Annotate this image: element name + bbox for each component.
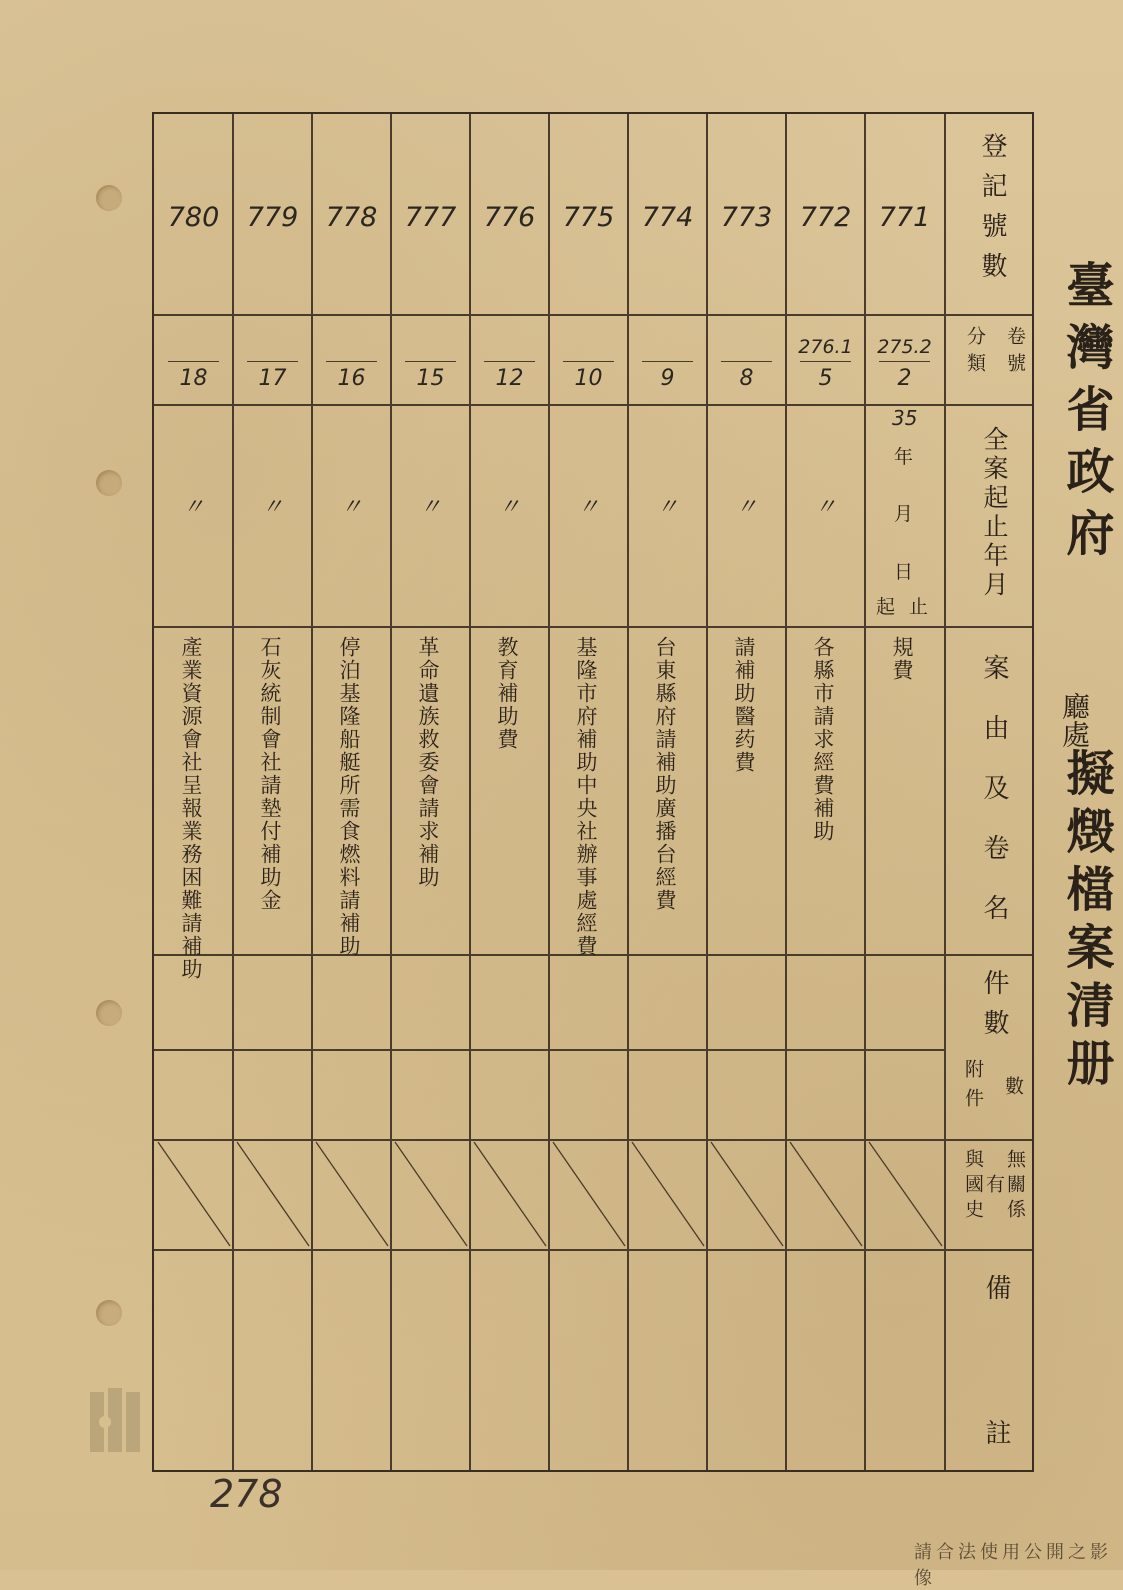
- reg-number: 776: [483, 202, 536, 233]
- reg-number: 771: [878, 202, 931, 233]
- page-number: 278: [210, 1472, 283, 1516]
- header-attach: 附件: [962, 1059, 984, 1117]
- header-case: 案由及卷名: [979, 654, 1009, 954]
- volume-number: 18: [179, 366, 208, 391]
- period-ditto: 〃: [182, 495, 205, 520]
- header-attach-top: 數: [1002, 1076, 1024, 1095]
- subtitle-department: 廳處: [1058, 692, 1091, 748]
- volume-number: 2: [897, 366, 912, 391]
- period-ditto: 〃: [735, 495, 758, 520]
- volume-number: 12: [495, 366, 524, 391]
- punch-hole: [96, 1000, 122, 1026]
- class-divider: [879, 361, 930, 362]
- class-divider: [247, 361, 298, 362]
- reg-number: 772: [799, 202, 852, 233]
- volume-number: 8: [739, 366, 754, 391]
- column-rule: [864, 114, 866, 1470]
- reg-number: 777: [404, 202, 457, 233]
- volume-number: 15: [416, 366, 445, 391]
- punch-hole: [96, 185, 122, 211]
- header-history-b: 有: [983, 1174, 1005, 1193]
- period-ditto: 〃: [814, 495, 837, 520]
- column-rule: [469, 114, 471, 1470]
- reg-number: 774: [641, 202, 694, 233]
- row-rule: [154, 626, 1032, 628]
- column-rule: [944, 114, 946, 1470]
- class-divider: [405, 361, 456, 362]
- punch-hole: [96, 470, 122, 496]
- reg-number: 779: [246, 202, 299, 233]
- period-year: 年: [894, 446, 914, 468]
- period-ditto: 〃: [577, 495, 600, 520]
- punch-hole: [96, 1300, 122, 1326]
- header-history-a: 無關係: [1004, 1149, 1026, 1224]
- header-period: 全案起止年月: [980, 426, 1009, 600]
- reg-number: 773: [720, 202, 773, 233]
- period-ditto: 〃: [419, 495, 442, 520]
- case-title: 規費: [890, 636, 914, 682]
- case-title: 教育補助費: [495, 636, 519, 751]
- reg-number: 778: [325, 202, 378, 233]
- usage-notice-stamp: 請合法使用公開之影像: [914, 1542, 1112, 1589]
- class-divider: [642, 361, 693, 362]
- document-title: 臺灣省政府: [1058, 260, 1114, 570]
- column-rule: [390, 114, 392, 1470]
- case-title: 革命遺族救委會請求補助: [416, 636, 440, 889]
- header-vol-no: 卷號: [1004, 326, 1026, 380]
- period-ditto: 〃: [656, 495, 679, 520]
- reg-number: 775: [562, 202, 615, 233]
- period-ditto: 〃: [261, 495, 284, 520]
- class-divider: [800, 361, 851, 362]
- period-month: 月: [894, 503, 914, 525]
- reg-number: 780: [167, 202, 220, 233]
- volume-number: 17: [258, 366, 287, 391]
- header-history-c: 與國史: [962, 1149, 984, 1224]
- class-divider: [484, 361, 535, 362]
- class-divider: [168, 361, 219, 362]
- period-start: 起: [876, 596, 896, 618]
- period-ditto: 〃: [498, 495, 521, 520]
- case-title: 基隆市府補助中央社辦事處經費: [574, 636, 598, 958]
- column-rule: [311, 114, 313, 1470]
- subtitle-register-name: 擬燬檔案清册: [1058, 748, 1114, 1096]
- volume-number: 10: [574, 366, 603, 391]
- column-rule: [548, 114, 550, 1470]
- case-title: 各縣市請求經費補助: [811, 636, 835, 843]
- class-divider: [721, 361, 772, 362]
- period-ditto: 〃: [340, 495, 363, 520]
- header-notes-bottom: 註: [981, 1419, 1011, 1445]
- case-title: 石灰統制會社請墊付補助金: [258, 636, 282, 912]
- column-rule: [706, 114, 708, 1470]
- header-class: 分類: [964, 326, 986, 380]
- class-divider: [563, 361, 614, 362]
- row-rule: [154, 1049, 944, 1051]
- row-rule: [154, 314, 1032, 316]
- period-year-no: 35: [892, 406, 918, 430]
- column-rule: [627, 114, 629, 1470]
- volume-number: 5: [818, 366, 833, 391]
- header-notes-top: 備: [981, 1274, 1011, 1300]
- row-rule: [154, 1249, 1032, 1251]
- class-number: 275.2: [877, 336, 932, 358]
- history-strike-lines: [154, 1139, 944, 1249]
- case-title: 台東縣府請補助廣播台經費: [653, 636, 677, 912]
- column-rule: [232, 114, 234, 1470]
- period-end: 止: [909, 596, 929, 618]
- class-number: 276.1: [798, 336, 853, 358]
- column-rule: [785, 114, 787, 1470]
- header-reg-no: 登記號數: [977, 132, 1007, 292]
- archive-logo-watermark: [0, 1380, 200, 1460]
- volume-number: 9: [660, 366, 675, 391]
- case-title: 停泊基隆船艇所需食燃料請補助: [337, 636, 361, 958]
- class-divider: [326, 361, 377, 362]
- header-count: 件數: [979, 969, 1009, 1049]
- register-table: [152, 112, 1034, 1472]
- case-title: 產業資源會社呈報業務困難請補助: [179, 636, 203, 981]
- volume-number: 16: [337, 366, 366, 391]
- case-title: 請補助醫药費: [732, 636, 756, 774]
- period-day: 日: [894, 561, 914, 583]
